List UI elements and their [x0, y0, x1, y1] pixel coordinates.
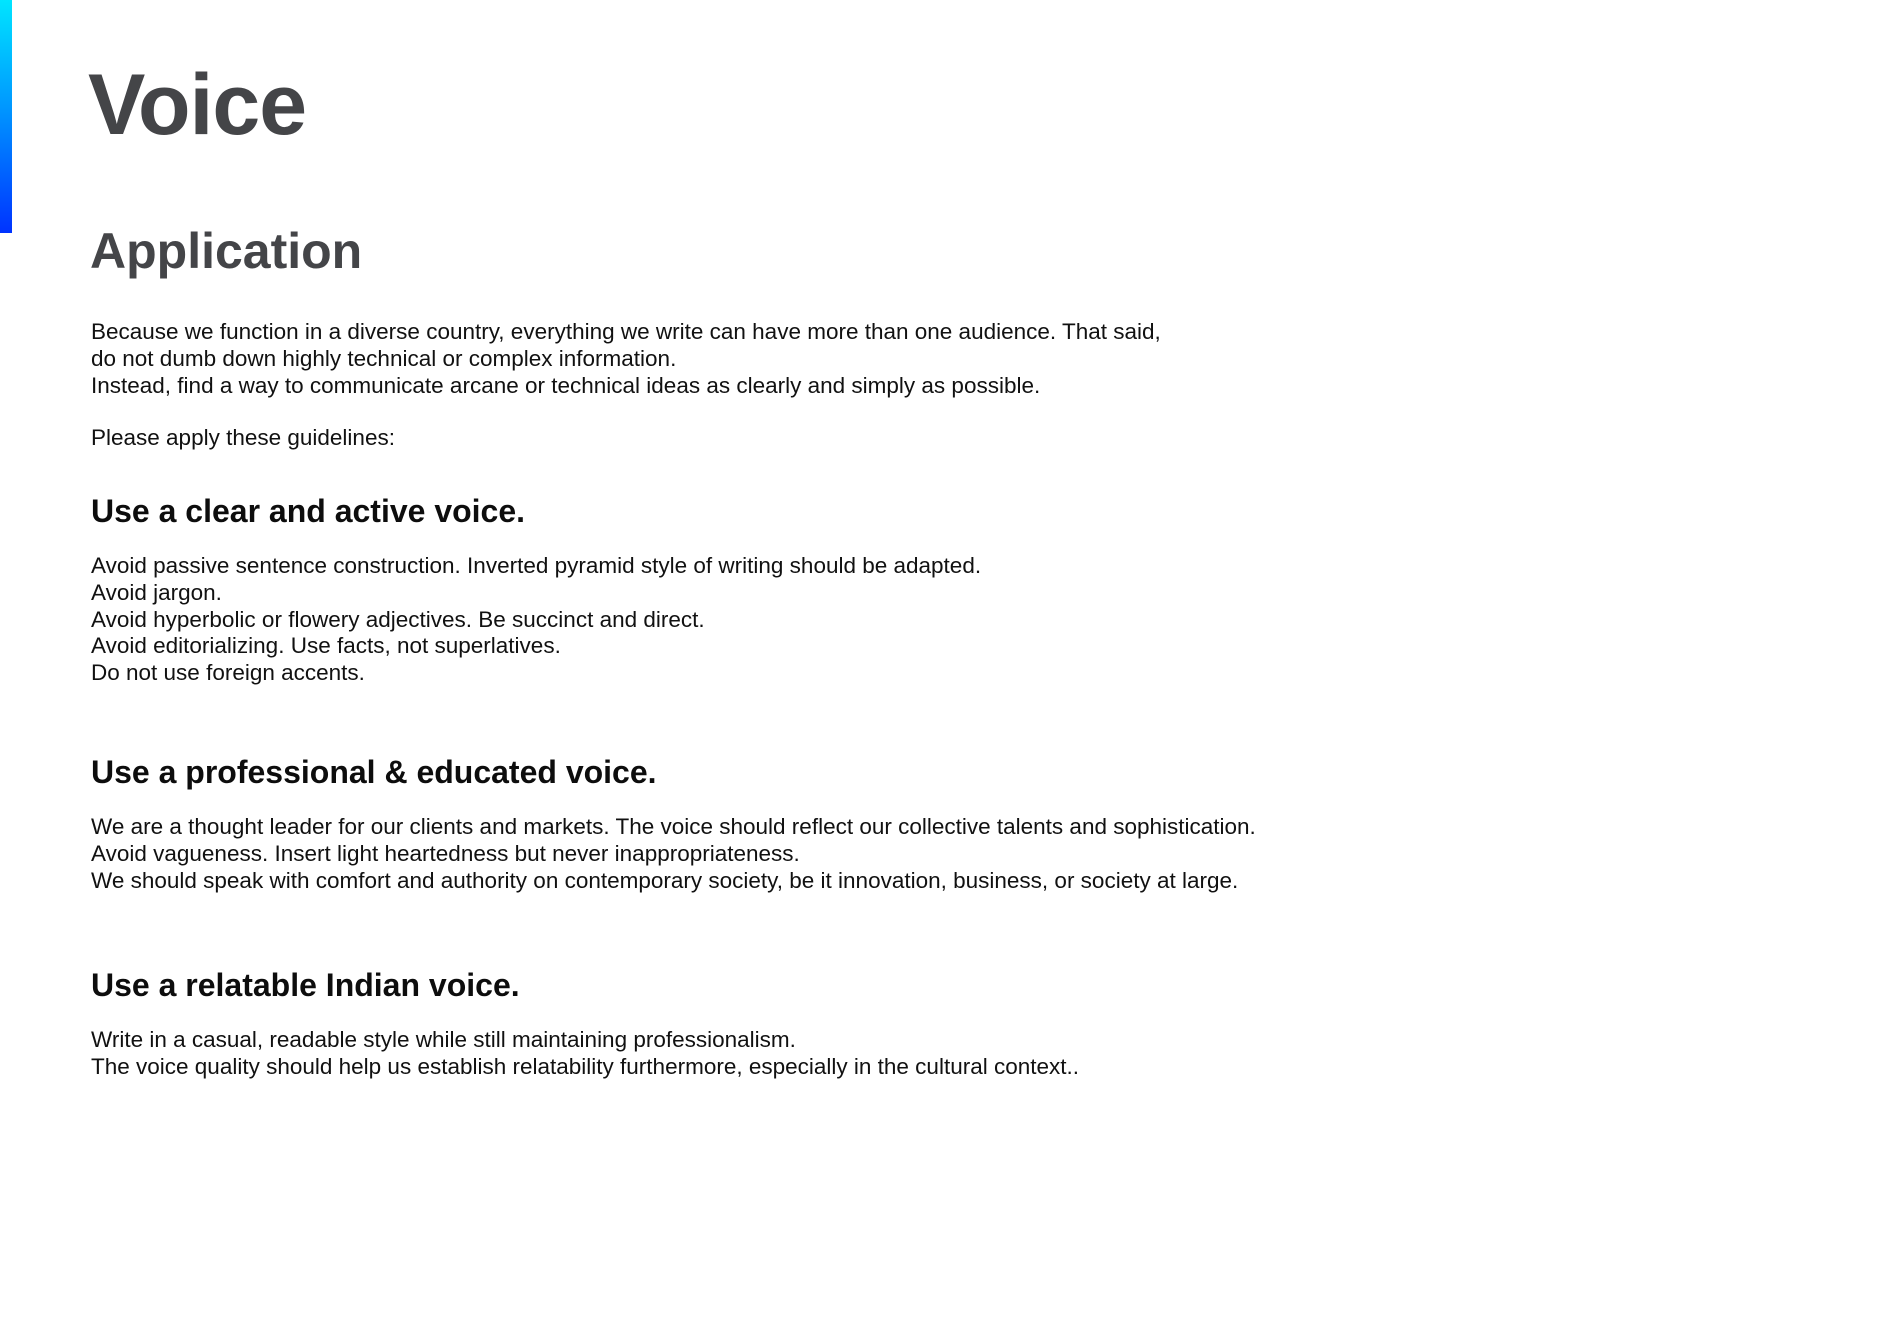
guideline-line: Write in a casual, readable style while still maintaining professionalism. [91, 1027, 796, 1052]
accent-bar [0, 0, 12, 233]
guideline-line: Do not use foreign accents. [91, 660, 365, 686]
guideline-line: Avoid passive sentence construction. Inverted pyramid style of writing should be adapted. [91, 553, 982, 578]
guideline-line: Avoid editorializing. Use facts, not superlatives. [91, 633, 561, 659]
guideline-line: The voice quality should help us establish relatability furthermore, especially in the cultural context.. [91, 1053, 1080, 1079]
guideline-heading: Use a professional & educated voice. [91, 754, 657, 790]
guideline-line: Avoid hyperbolic or flowery adjectives. Be succinct and direct. [91, 606, 705, 632]
intro-line: Because we function in a diverse country, everything we write can have more than one audience. That said, [91, 319, 1161, 344]
intro-line: Instead, find a way to communicate arcane or technical ideas as clearly and simply as possible. [91, 373, 1041, 398]
guideline-professional-voice [91, 756, 1256, 894]
guideline-heading: Use a relatable Indian voice. [91, 967, 520, 1003]
guideline-line: Avoid jargon. [91, 579, 222, 605]
guideline-line: We are a thought leader for our clients and markets. The voice should reflect our collective talents and sophistication. [91, 814, 1256, 839]
section-title: Application [90, 223, 363, 279]
guideline-line: Avoid vagueness. Insert light heartedness but never inappropriateness. [91, 840, 800, 866]
apply-guidelines-text: Please apply these guidelines: [91, 425, 395, 450]
guideline-line: We should speak with comfort and authority on contemporary society, be it innovation, business, or society at large. [91, 867, 1239, 893]
guideline-body [91, 553, 981, 687]
intro-line: do not dumb down highly technical or complex information. [91, 346, 677, 371]
guideline-clear-active-voice [91, 495, 981, 687]
guideline-heading: Use a clear and active voice. [91, 493, 526, 529]
intro-paragraph [91, 318, 1161, 399]
guideline-body [91, 1027, 1079, 1081]
guideline-body [91, 814, 1256, 894]
page-title: Voice [88, 57, 307, 153]
guideline-relatable-voice [91, 969, 1079, 1081]
